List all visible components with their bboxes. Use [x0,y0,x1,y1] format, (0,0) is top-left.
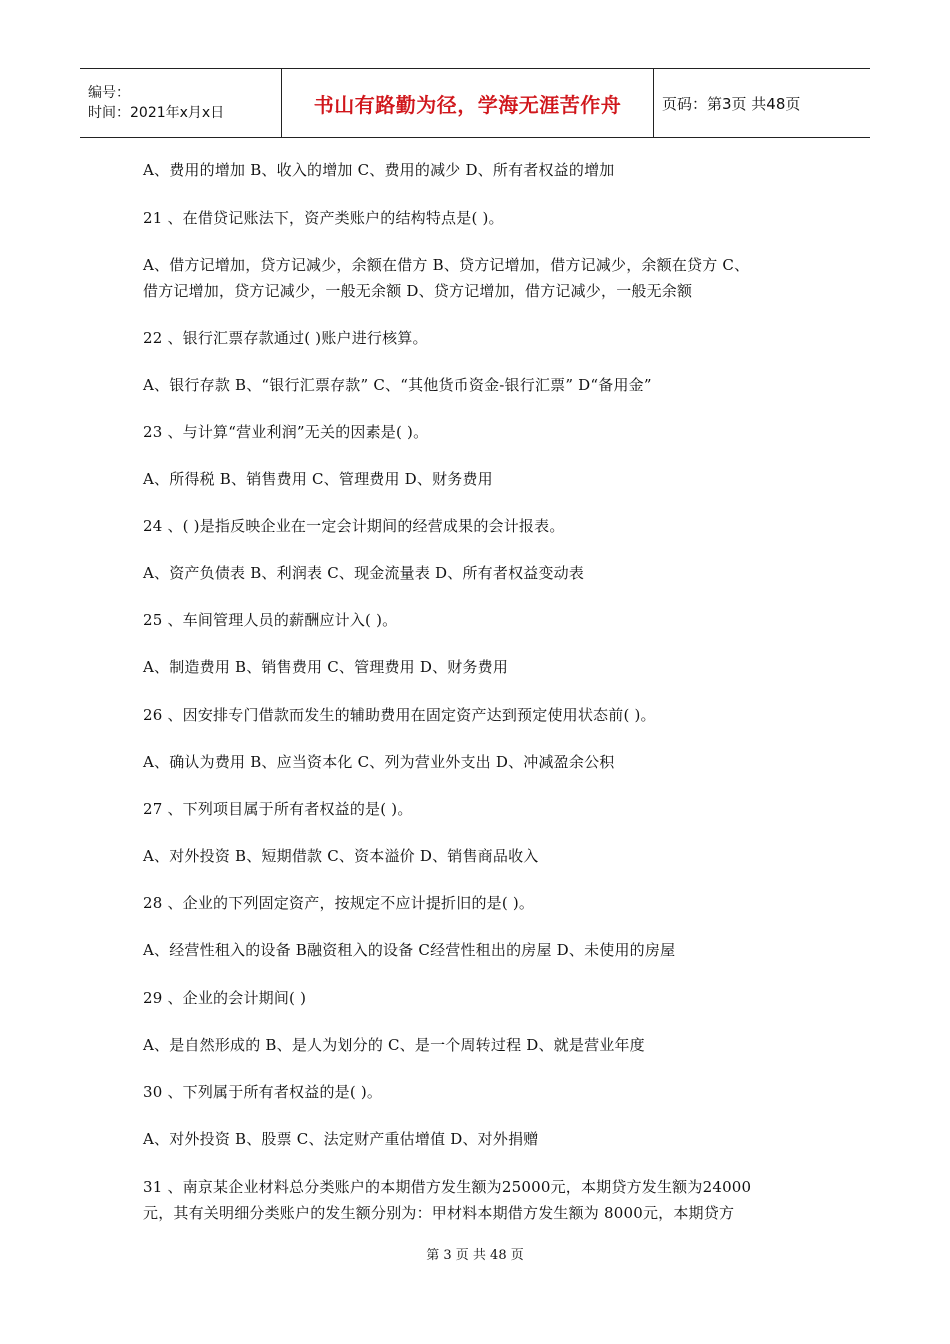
question-option-line: A、经营性租入的设备 B融资租入的设备 C经营性租出的房屋 D、未使用的房屋 [143,941,676,959]
question-option-line: A、银行存款 B、“银行汇票存款” C、“其他货币资金-银行汇票” D“备用金” [143,376,652,394]
page-header [80,68,870,138]
question-option-line: A、所得税 B、销售费用 C、管理费用 D、财务费用 [143,470,493,488]
question-option-line: 借方记增加，贷方记减少，一般无余额 D、贷方记增加，借方记减少，一般无余额 [143,282,693,300]
question-line: 21 、在借贷记账法下，资产类账户的结构特点是( )。 [143,209,504,227]
page-footer: 第 3 页 共 48 页 [426,1248,524,1263]
question-line: 30 、下列属于所有者权益的是( )。 [143,1083,383,1101]
question-option-line: A、对外投资 B、短期借款 C、资本溢价 D、销售商品收入 [143,847,539,865]
question-option-line: A、对外投资 B、股票 C、法定财产重估增值 D、对外捐赠 [143,1130,539,1148]
motto-text: 书山有路勤为径，学海无涯苦作舟 [313,92,622,117]
question-line: 27 、下列项目属于所有者权益的是( )。 [143,800,413,818]
question-line: 23 、与计算“营业利润”无关的因素是( )。 [143,423,429,441]
question-option-line: A、资产负债表 B、利润表 C、现金流量表 D、所有者权益变动表 [143,564,585,582]
header-page-info [654,69,870,137]
question-line: 31 、南京某企业材料总分类账户的本期借方发生额为25000元，本期贷方发生额为24000 [143,1178,752,1196]
question-line: 25 、车间管理人员的薪酬应计入( )。 [143,611,398,629]
question-line: 28 、企业的下列固定资产，按规定不应计提折旧的是( )。 [143,894,535,912]
question-option-line: A、制造费用 B、销售费用 C、管理费用 D、财务费用 [143,658,509,676]
question-option-line: A、确认为费用 B、应当资本化 C、列为营业外支出 D、冲减盈余公积 [143,753,615,771]
header-page-label: 页码：第3页 共48页 [662,94,801,113]
header-number-label: 编号： [88,85,130,101]
question-option-line: A、是自然形成的 B、是人为划分的 C、是一个周转过程 D、就是营业年度 [143,1036,645,1054]
question-line: 26 、因安排专门借款而发生的辅助费用在固定资产达到预定使用状态前( )。 [143,706,656,724]
header-meta [80,69,282,137]
question-option-line: A、费用的增加 B、收入的增加 C、费用的减少 D、所有者权益的增加 [143,161,615,179]
question-option-line: A、借方记增加，贷方记减少，余额在借方 B、贷方记增加，借方记减少，余额在贷方 C、 [143,256,750,274]
question-line: 24 、( )是指反映企业在一定会计期间的经营成果的会计报表。 [143,517,565,535]
question-line: 元，其有关明细分类账户的发生额分别为：甲材料本期借方发生额为 8000元，本期贷方 [143,1204,735,1222]
question-line: 22 、银行汇票存款通过( )账户进行核算。 [143,329,428,347]
header-time-label: 时间：2021年x月x日 [88,105,225,121]
header-motto [282,69,654,137]
question-line: 29 、企业的会计期间( ) [143,989,307,1007]
